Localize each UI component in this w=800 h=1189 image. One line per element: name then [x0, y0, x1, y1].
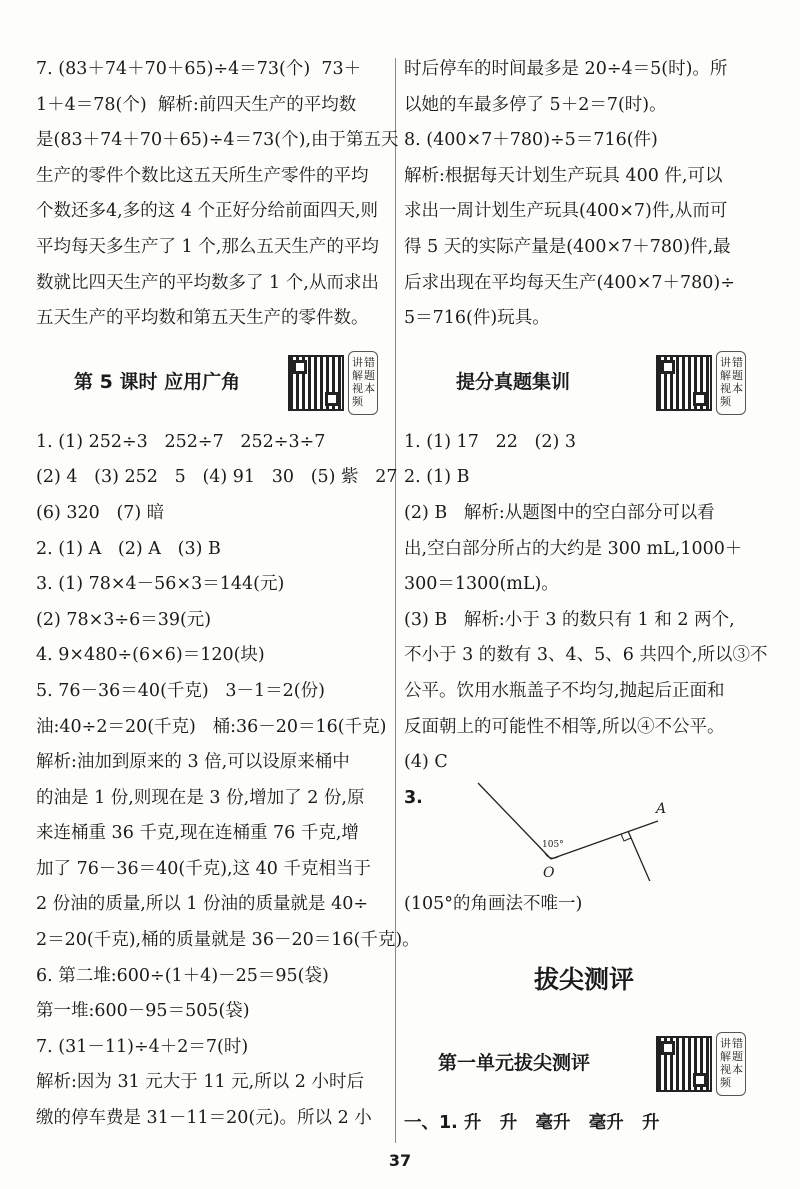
text-line: (2) 4 (3) 252 5 (4) 91 30 (5) 紫 27: [36, 467, 398, 488]
qr-tag-label: 错题本: [364, 355, 375, 395]
answer-block: [36, 425, 420, 1137]
text-line: 五天生产的平均数和第五天生产的零件数。: [36, 308, 369, 329]
answer-block: [404, 52, 764, 337]
perpendicular-line: [628, 831, 665, 881]
text-line: 2. (1) A (2) A (3) B: [36, 538, 221, 559]
angle-figure: [404, 781, 764, 881]
text-line: 2. (1) B: [404, 467, 470, 488]
text-line: 1. (1) 17 22 (2) 3: [404, 431, 577, 452]
angle-arc: [545, 853, 559, 858]
qr-tag-label: 讲解视频: [720, 1037, 731, 1090]
text-line: 加了 76－36＝40(千克),这 40 千克相当于: [36, 858, 371, 879]
text-line: 第一堆:600－95＝505(袋): [36, 1001, 250, 1022]
ray-line: [478, 783, 551, 859]
text-line: 反面朝上的可能性不相等,所以④不公平。: [404, 716, 725, 737]
qr-code-icon[interactable]: [288, 355, 344, 411]
section-title: 第一单元拔尖测评: [438, 1052, 591, 1075]
point-o-label: O: [543, 864, 555, 881]
text-line: 5＝716(件)玩具。: [404, 308, 550, 329]
angle-label: 105°: [542, 839, 564, 850]
figure-note: (105°的角画法不唯一): [404, 893, 583, 914]
text-line: 7. (31－11)÷4＋2＝7(时): [36, 1036, 249, 1057]
answer-block: [404, 425, 768, 781]
text-line: 2 份油的质量,所以 1 份油的质量就是 40÷: [36, 894, 369, 915]
text-line: 7. (83＋74＋70＋65)÷4＝73(个) 73＋: [36, 59, 362, 79]
point-a-label: A: [656, 800, 667, 817]
text-line: 6. 第二堆:600÷(1＋4)－25＝95(袋): [36, 965, 329, 986]
section-title: 提分真题集训: [456, 370, 571, 393]
column-divider: [395, 58, 396, 1143]
text-line: 平均每天多生产了 1 个,那么五天生产的平均: [36, 236, 379, 257]
text-line: (6) 320 (7) 暗: [36, 502, 165, 523]
text-line: 生产的零件个数比这五天所生产零件的平均: [36, 165, 369, 186]
section-header: [404, 345, 764, 419]
qr-code-icon[interactable]: [656, 355, 712, 411]
text-line: 数就比四天生产的平均数多了 1 个,从而求出: [36, 272, 379, 293]
qr-tag-label: 讲解视频: [352, 355, 363, 408]
part-title: 拔尖测评: [533, 965, 634, 995]
qr-tag: [716, 1032, 746, 1096]
text-line: 缴的停车费是 31－11＝20(元)。所以 2 小: [36, 1108, 372, 1129]
text-line: 不小于 3 的数有 3、4、5、6 共四个,所以③不: [404, 645, 768, 666]
text-line: 8. (400×7＋780)÷5＝716(件): [404, 130, 658, 151]
answer-block: [36, 52, 399, 337]
text-line: 4. 9×480÷(6×6)＝120(块): [36, 645, 265, 666]
text-line: 解析:油加到原来的 3 倍,可以设原来桶中: [36, 752, 350, 773]
text-line: 得 5 天的实际产量是(400×7＋780)件,最: [404, 236, 731, 257]
text-line: 300＝1300(mL)。: [404, 574, 559, 595]
right-column: [404, 52, 768, 1142]
text-line: 3. (1) 78×4－56×3＝144(元): [36, 574, 285, 595]
qr-tag: [716, 351, 746, 415]
page-number: 37: [388, 1151, 412, 1170]
text-line: 求出一周计划生产玩具(400×7)件,从而可: [404, 201, 728, 222]
text-line: 个数还多4,多的这 4 个正好分给前面四天,则: [36, 201, 379, 222]
text-line: 解析:因为 31 元大于 11 元,所以 2 小时后: [36, 1072, 365, 1093]
text-line: (2) 78×3÷6＝39(元): [36, 609, 212, 630]
text-line: 来连桶重 36 千克,现在连桶重 76 千克,增: [36, 823, 359, 844]
text-line: 的油是 1 份,则现在是 3 份,增加了 2 份,原: [36, 787, 365, 808]
qr-tag-label: 讲解视频: [720, 355, 731, 408]
text-line: (3) B 解析:小于 3 的数只有 1 和 2 两个,: [404, 609, 735, 630]
qr-code-icon[interactable]: [656, 1036, 712, 1092]
text-line: 1. (1) 252÷3 252÷7 252÷3÷7: [36, 431, 326, 452]
section-title: 第 5 课时 应用广角: [74, 370, 241, 393]
qr-tag-label: 错题本: [732, 1037, 743, 1077]
text-line: 一、1. 升 升 毫升 毫升 升: [404, 1113, 660, 1134]
angle-diagram: [404, 781, 764, 881]
qr-tag: [348, 351, 378, 415]
qr-tag-label: 错题本: [732, 355, 743, 395]
text-line: (4) C: [404, 752, 448, 773]
section-header: [36, 345, 388, 419]
figure-item-number: 3.: [404, 787, 423, 808]
text-line: 以她的车最多停了 5＋2＝7(时)。: [404, 94, 667, 115]
text-line: 公平。饮用水瓶盖子不均匀,抛起后正面和: [404, 680, 725, 701]
text-line: 时后停车的时间最多是 20÷4＝5(时)。所: [404, 59, 728, 79]
ray-line: [551, 821, 658, 859]
text-line: 1＋4＝78(个) 解析:前四天生产的平均数: [36, 94, 357, 115]
text-line: 是(83＋74＋70＋65)÷4＝73(个),由于第五天: [36, 130, 399, 151]
text-line: (2) B 解析:从题图中的空白部分可以看: [404, 502, 715, 523]
text-line: 5. 76－36＝40(千克) 3－1＝2(份): [36, 680, 325, 701]
section-header: [404, 1026, 764, 1100]
left-column: [36, 52, 420, 1137]
text-line: 2＝20(千克),桶的质量就是 36－20＝16(千克)。: [36, 930, 420, 951]
text-line: 出,空白部分所占的大约是 300 mL,1000＋: [404, 538, 743, 559]
text-line: 解析:根据每天计划生产玩具 400 件,可以: [404, 165, 723, 186]
text-line: 后求出现在平均每天生产(400×7＋780)÷: [404, 272, 735, 293]
text-line: 油:40÷2＝20(千克) 桶:36－20＝16(千克): [36, 716, 387, 737]
